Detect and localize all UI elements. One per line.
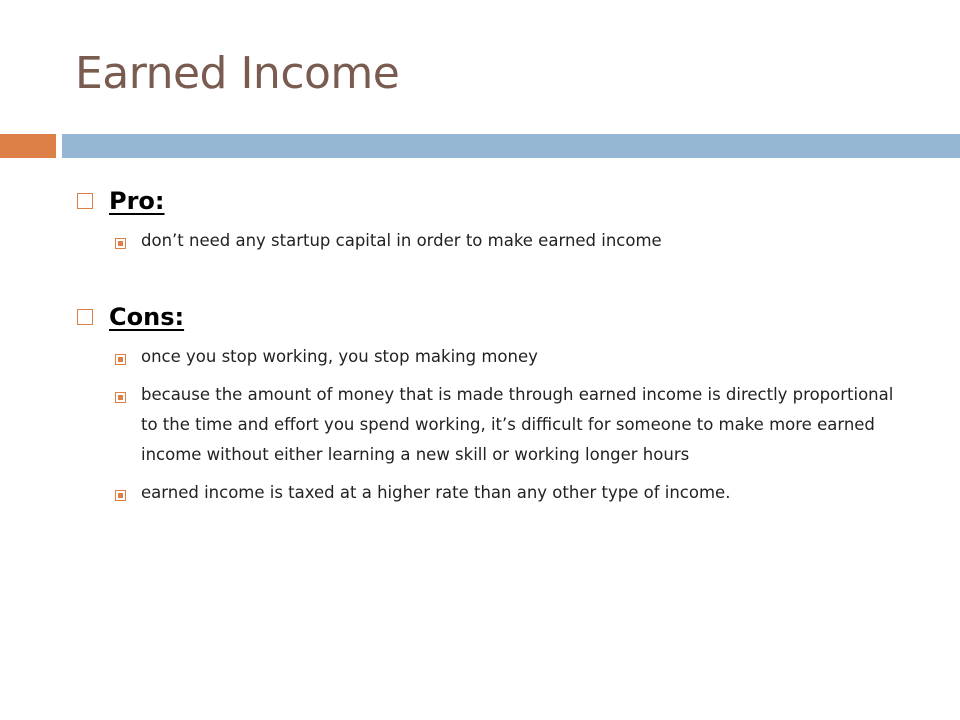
list-item xyxy=(115,348,935,372)
section-heading-cons: Cons: xyxy=(109,303,185,331)
slide-content xyxy=(75,180,935,522)
list-item xyxy=(115,386,935,470)
hollow-square-icon xyxy=(77,193,93,209)
list-item-text: don’t need any startup capital in order to make earned income xyxy=(141,231,662,250)
section-heading-pro: Pro: xyxy=(109,187,165,215)
section-heading-row xyxy=(75,180,935,222)
section-heading-row xyxy=(75,296,935,338)
hollow-square-icon xyxy=(77,309,93,325)
cons-list xyxy=(115,348,935,508)
list-item xyxy=(115,232,935,256)
slide-title: Earned Income xyxy=(75,48,400,99)
pro-list xyxy=(115,232,935,256)
filled-square-icon xyxy=(115,392,126,403)
list-item-text: because the amount of money that is made through earned income is directly proportional to the time and effort you spend working, it’s difficult for someone to make more earned income without either learning a new skill or working longer hours xyxy=(141,385,894,464)
list-item xyxy=(115,484,935,508)
filled-square-icon xyxy=(115,238,126,249)
section-cons xyxy=(75,296,935,508)
accent-bar-blue xyxy=(62,134,960,158)
accent-bar-orange xyxy=(0,134,56,158)
filled-square-icon xyxy=(115,354,126,365)
filled-square-icon xyxy=(115,490,126,501)
list-item-text: earned income is taxed at a higher rate than any other type of income. xyxy=(141,483,731,502)
list-item-text: once you stop working, you stop making money xyxy=(141,347,538,366)
section-pro xyxy=(75,180,935,256)
